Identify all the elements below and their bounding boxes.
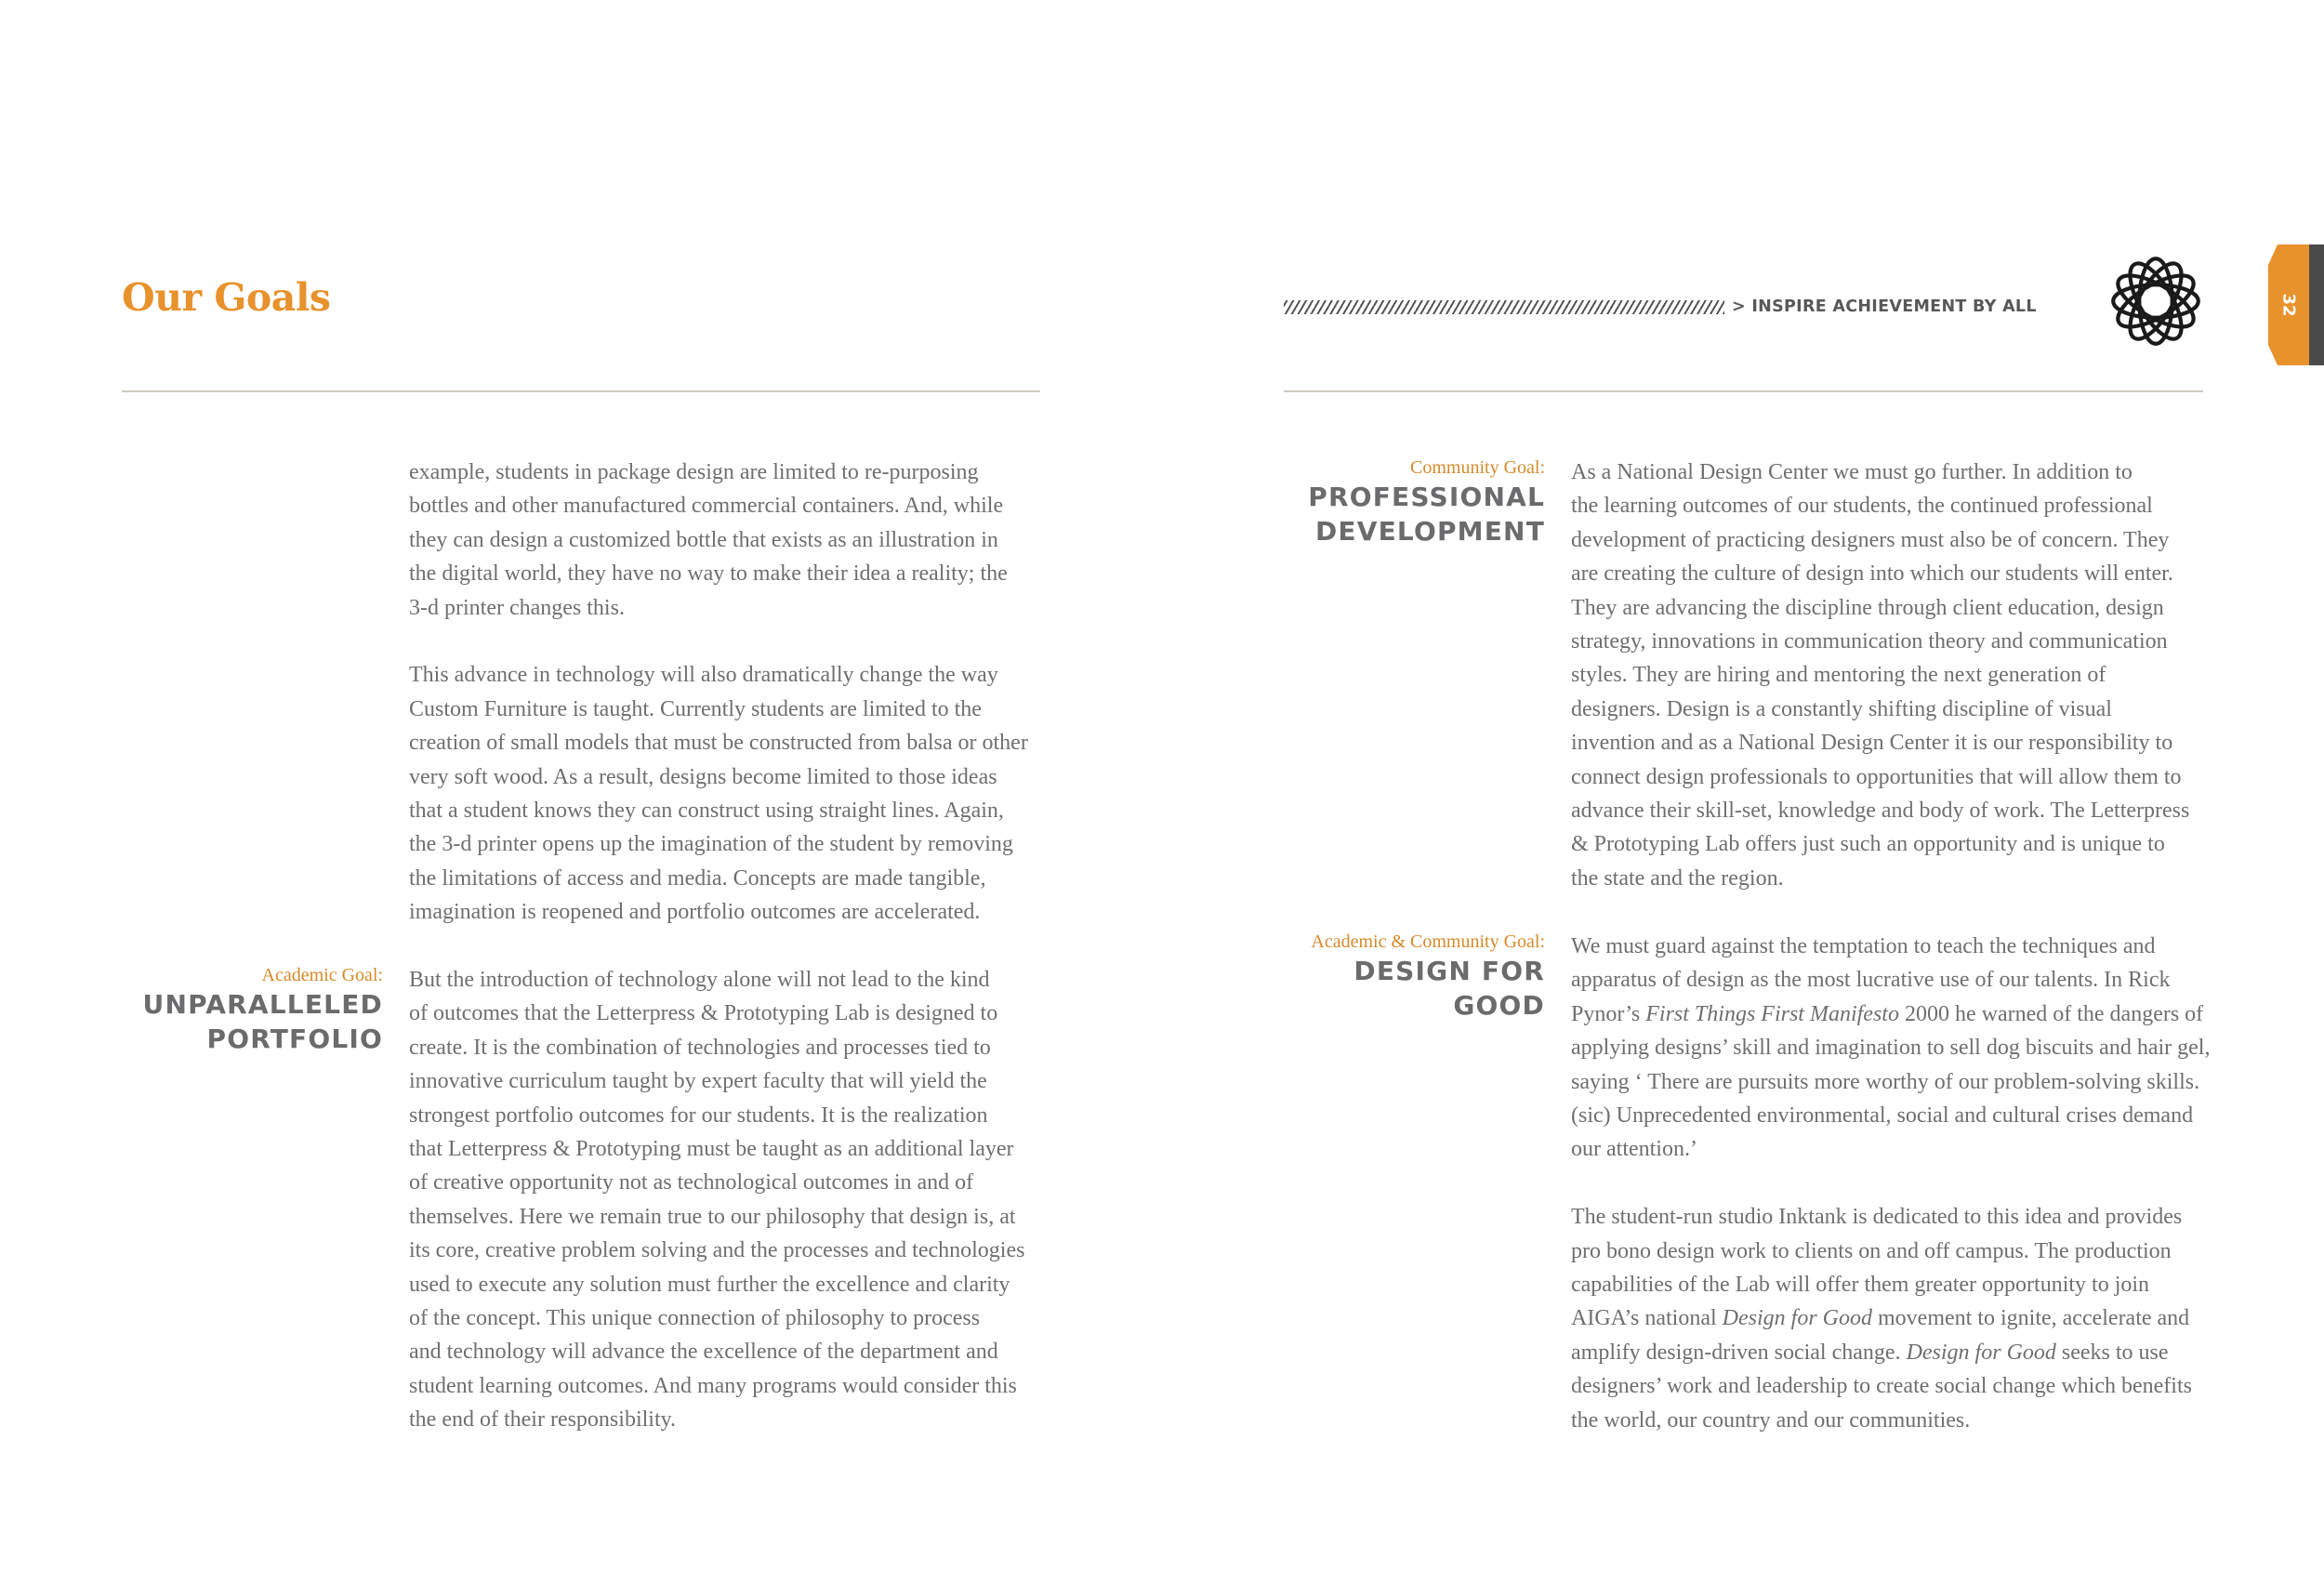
design-for-good-label bbox=[1283, 930, 1545, 1023]
goal-paragraph: But the introduction of technology alone will not lead to the kind of outcomes that the Letterpress & Prototyping Lab is designed to create. It is the combination of technologies and processes tied to innovative curriculum taught by expert faculty that will yield the strongest portfolio outcomes for our students. It is the realization that Letterpress & Prototyping must be taught as an additional layer of creative opportunity not as technological outcomes in and of themselves. Here we remain true to our philosophy that design is, at its core, creative problem solving and the processes and technologies used to execute any solution must further the excellence and clarity of the concept. This unique connection of philosophy to process and technology will advance the excellence of the department and student learning outcomes. And many programs would consider this the end of their responsibility. bbox=[409, 968, 1025, 1433]
academic-goal-label bbox=[112, 963, 383, 1056]
goal-title: PROFESSIONAL DEVELOPMENT bbox=[1308, 482, 1545, 547]
community-goal-label bbox=[1283, 456, 1545, 548]
academic-goal-text bbox=[409, 963, 1050, 1437]
page-number: 32 bbox=[2278, 293, 2299, 317]
goal-type: Community Goal: bbox=[1410, 457, 1545, 478]
community-goal-text bbox=[1571, 456, 2212, 895]
design-for-good-italic: Design for Good bbox=[1722, 1306, 1872, 1331]
design-for-good-italic: Design for Good bbox=[1906, 1340, 2056, 1365]
left-intro-text bbox=[409, 456, 1050, 930]
atom-orbit-icon bbox=[2107, 253, 2204, 350]
goal-type: Academic Goal: bbox=[261, 965, 383, 985]
hatch-pattern bbox=[1284, 300, 1724, 314]
page-title: Our Goals bbox=[122, 275, 331, 320]
tagline-bar bbox=[1284, 296, 2037, 318]
intro-paragraph-1: example, students in package design are limited to re-purposing bottles and other manufactured commercial containers. And, while they can design a customized bottle that exists as an illustration in the digital world, they have no way to make their idea a reality; the 3-d printer changes this. bbox=[409, 460, 1008, 620]
manifesto-title: First Things First Manifesto bbox=[1645, 1001, 1899, 1026]
design-for-good-text bbox=[1571, 930, 2212, 1437]
intro-paragraph-2: This advance in technology will also dramatically change the way Custom Furniture is taught. Currently students are limited to the creation of small models that must be constructed from balsa or other very soft wood. As a result, designs become limited to those ideas that a student knows they can construct using straight lines. Again, the 3-d printer opens up the imagination of the student by removing the limitations of access and media. Concepts are made tangible, imagination is reopened and portfolio outcomes are accelerated. bbox=[409, 663, 1028, 925]
left-divider bbox=[122, 390, 1040, 392]
goal-paragraph-2: The student-run studio Inktank is dedicated to this idea and provides pro bono design work to clients on and off campus. The production capabilities of the Lab will offer them greater opportunity to join AIGA’s national Design for Good movement to ignite, accelerate and amplify design-driven social change. Design for Good seeks to use designers’ work and leadership to create social change which benefits the world, our country and our communities. bbox=[1571, 1205, 2192, 1433]
goal-title: UNPARALLELED PORTFOLIO bbox=[142, 989, 383, 1054]
right-divider bbox=[1284, 390, 2203, 392]
goal-type: Academic & Community Goal: bbox=[1311, 931, 1545, 952]
goal-title: DESIGN FOR GOOD bbox=[1353, 956, 1545, 1021]
goal-paragraph-1: We must guard against the temptation to teach the techniques and apparatus of design as the most lucrative use of our talents. In Rick Pynor’s First Things First Manifesto 2000 he warned of the dangers of applying designs’ skill and imagination to sell dog biscuits and hair gel, saying ‘ There are pursuits more worthy of our problem-solving skills. (sic) Unprecedented environmental, social and cultural crises demand our attention.’ bbox=[1571, 934, 2211, 1162]
goal-paragraph: As a National Design Center we must go further. In addition to the learning outcomes of our students, the continued professional development of practicing designers must also be of concern. They are creating the culture of design into which our students will enter. They are advancing the discipline through client education, design strategy, innovations in communication theory and communication styles. They are hiring and mentoring the next generation of designers. Design is a constantly shifting discipline of visual invention and as a National Design Center it is our responsibility to connect design professionals to opportunities that will allow them to advance their skill-set, knowledge and body of work. The Letterpress & Prototyping Lab offers just such an opportunity and is unique to the state and the region. bbox=[1571, 460, 2190, 891]
tagline: > INSPIRE ACHIEVEMENT BY ALL bbox=[1732, 297, 2037, 316]
